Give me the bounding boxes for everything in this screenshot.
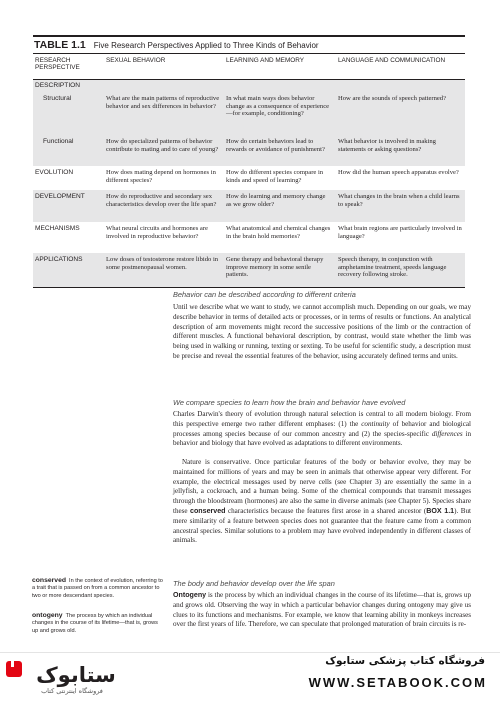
term-conserved: conserved <box>190 506 226 515</box>
table-cell: What changes in the brain when a child learns to speak? <box>338 193 460 208</box>
table-row-applications <box>33 253 465 288</box>
body-paragraph-conservative: Nature is conservative. Once particular features of the body or behavior evolve, they may be maintained for millions of years and may be seen in animals that otherwise appear very different. For example, the electrical messages used by nerve cells (see Chapter 3) are essentially the same in a jellyfish, a cockroach, and a human being. Some of the chemical compounds that transmit messages through the bloodstream (hormones) are also the same in diverse animals (see Chapter 5). Species share these conserved characteristics because the features first arose in a shared ancestor (BOX 1.1). But mere similarity of a feature between species does not guarantee that the feature came from a common ancestral species. Similar solutions to a problem may have evolved independently in different classes of animals. <box>173 458 471 545</box>
table-cell: What behavior is involved in making statements or asking questions? <box>338 138 436 153</box>
glossary-entry-ontogeny <box>32 612 164 635</box>
header-learning-memory: LEARNING AND MEMORY <box>226 57 305 64</box>
table-row-mechanisms <box>33 222 465 253</box>
store-url-link[interactable]: WWW.SETABOOK.COM <box>308 675 487 690</box>
table-cell: How do certain behaviors lead to rewards or avoidance of punishment? <box>226 138 325 153</box>
table-cell: How did the human speech apparatus evolve? <box>338 169 459 176</box>
glossary-definition: The process by which an individual changes in the course of its lifetime—that is, grows up and grows old. <box>32 613 158 634</box>
logo-caption: فروشگاه اینترنتی کتاب <box>41 687 103 695</box>
body-paragraph-description: Until we describe what we want to study, we cannot accomplish much. Depending on our goals, we may describe behavior in terms of detailed acts or processes, or in terms of results or functions. An analytical description of arm movements might record the successive positions of the limb or the contraction of different muscles. A functional behavioral description, by contrast, would state whether the limb was being used in walking or running, texting or sexting. To be useful for scientific study, a description must be precise and reveal the essential features of the behavior, using accurately defined terms and units. <box>173 303 471 360</box>
emphasis-differences: differences <box>431 429 463 438</box>
term-ontogeny: Ontogeny <box>173 591 207 599</box>
row-label-development: DEVELOPMENT <box>35 193 85 200</box>
row-label-structural: Structural <box>43 95 72 102</box>
table-row-structural <box>33 92 465 135</box>
table-row-description <box>33 80 465 92</box>
header-research-perspective: RESEARCH PERSPECTIVE <box>35 57 80 72</box>
store-name: فروشگاه کتاب پزشکی ستابوک <box>325 655 485 667</box>
glossary-definition: In the context of evolution, referring to a trait that is passed on from a common ancestor to two or more descendant species. <box>32 578 163 599</box>
row-label-description: DESCRIPTION <box>35 82 81 89</box>
table-cell: Speech therapy, in conjunction with amphetamine treatment, speeds language recovery following stroke. <box>338 256 447 279</box>
table-cell: How do different species compare in kinds and speed of learning? <box>226 169 324 184</box>
glossary-entry-conserved <box>32 577 164 600</box>
table-cell: What brain regions are particularly involved in language? <box>338 225 462 240</box>
body-paragraph-darwin: Charles Darwin's theory of evolution through natural selection is central to all modern biology. From this perspective emerge two rather different emphases: (1) the continuity of behavior and biological processes among species because of our common ancestry and (2) the species-specific differences in behavior and biology that have evolved as adaptations to different environments. <box>173 410 472 448</box>
section-heading-life-span: The body and behavior develop over the life span <box>173 579 335 588</box>
row-label-mechanisms: MECHANISMS <box>35 225 80 232</box>
table-cell: How do learning and memory change as we grow older? <box>226 193 326 208</box>
glossary-term: conserved <box>32 577 67 584</box>
header-language-communication: LANGUAGE AND COMMUNICATION <box>338 57 446 64</box>
table-cell: Gene therapy and behavioral therapy improve memory in some senile patients. <box>226 256 324 279</box>
row-label-functional: Functional <box>43 138 74 145</box>
box-1-1-link[interactable]: BOX 1.1 <box>426 506 455 515</box>
table-title-row <box>33 35 465 54</box>
table-row-development <box>33 190 465 222</box>
table-caption: Five Research Perspectives Applied to Three Kinds of Behavior <box>93 40 319 50</box>
section-heading-compare-species: We compare species to learn how the brain and behavior have evolved <box>173 398 406 407</box>
table-cell: What are the main patterns of reproductive behavior and sex differences in behavior? <box>106 95 220 110</box>
table-header-row <box>33 54 465 80</box>
table-cell: In what main ways does behavior change as a consequence of experience—for example, conditioning? <box>226 95 330 118</box>
row-label-applications: APPLICATIONS <box>35 256 83 263</box>
row-label-evolution: EVOLUTION <box>35 169 74 176</box>
glossary-term: ontogeny <box>32 612 63 619</box>
table-cell: How are the sounds of speech patterned? <box>338 95 447 102</box>
table-cell: Low doses of testosterone restore libido in some postmenopausal women. <box>106 256 219 271</box>
header-sexual-behavior: SEXUAL BEHAVIOR <box>106 57 166 64</box>
section-heading-description: Behavior can be described according to different criteria <box>173 290 356 299</box>
logo-wordmark: ستابوک <box>36 663 116 687</box>
table-row-evolution <box>33 166 465 190</box>
body-paragraph-ontogeny: Ontogeny is the process by which an individual changes in the course of its lifetime—that is, grows up and grows old. Observing the way in which a particular behavior changes during ontogeny may give us clues to its functions and mechanisms. For example, we know that learning ability in monkeys increases over the first years of life. Therefore, we can speculate that prolonged maturation of brain circuits is re- <box>173 591 471 629</box>
table-cell: How do specialized patterns of behavior contribute to mating and to care of young? <box>106 138 219 153</box>
table-cell: How do reproductive and secondary sex characteristics develop over the life span? <box>106 193 217 208</box>
table-cell: What anatomical and chemical changes in the brain hold memories? <box>226 225 331 240</box>
table-row-functional <box>33 135 465 166</box>
table-label: TABLE 1.1 <box>34 39 86 51</box>
emphasis-continuity: continuity <box>361 419 390 428</box>
table-cell: What neural circuits and hormones are involved in reproductive behavior? <box>106 225 208 240</box>
table-1-1 <box>33 35 465 288</box>
table-cell: How does mating depend on hormones in different species? <box>106 169 216 184</box>
